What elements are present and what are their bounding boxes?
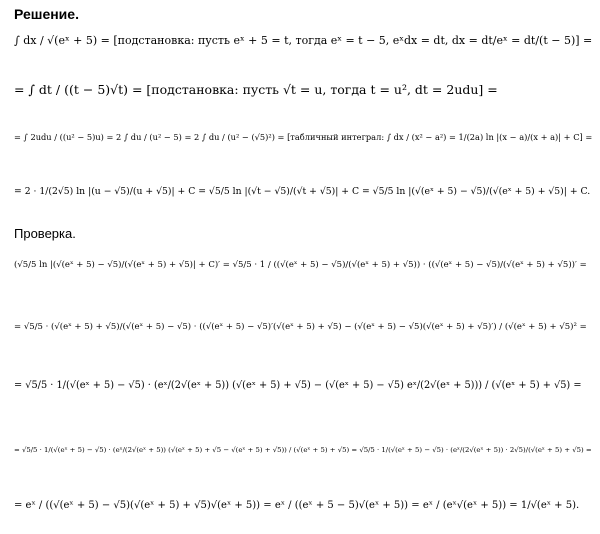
check-line-text: = √5/5 · (√(eˣ + 5) + √5)/(√(eˣ + 5) − √5) · ((√(eˣ + 5) − √5)′(√(eˣ + 5) + √5) − (√(eˣ + 5) − √5)(√(eˣ + 5) + √5)′) / (√(eˣ + 5) + √5)² =: [14, 322, 587, 332]
solution-line-4: [14, 186, 590, 197]
solution-line-text: ∫ dx / √(eˣ + 5) = [подстановка: пусть eˣ + 5 = t, тогда eˣ = t − 5, eˣdx = dt, dx = dt/eˣ = dt/(t − 5)] =: [14, 34, 593, 47]
solution-line-text: = ∫ dt / ((t − 5)√t) = [подстановка: пусть √t = u, тогда t = u², dt = 2udu] =: [14, 82, 498, 97]
check-line-text: (√5/5 ln |(√(eˣ + 5) − √5)/(√(eˣ + 5) + √5)| + C)′ = √5/5 · 1 / ((√(eˣ + 5) − √5)/(√(eˣ + 5) + √5)) · ((√(eˣ + 5) − √5)/(√(eˣ + 5) + √5))′ =: [14, 260, 587, 270]
solution-heading: Решение.: [14, 6, 79, 22]
check-line-text: = √5/5 · 1/(√(eˣ + 5) − √5) · (eˣ/(2√(eˣ + 5)) (√(eˣ + 5) + √5) − (√(eˣ + 5) − √5) eˣ/(2√(eˣ + 5))) / (√(eˣ + 5) + √5) =: [14, 380, 582, 391]
check-line-text: = √5/5 · 1/(√(eˣ + 5) − √5) · (eˣ/(2√(eˣ + 5)) (√(eˣ + 5) + √5 − √(eˣ + 5) + √5)) / (√(eˣ + 5) + √5) = √5/5 · 1/(√(eˣ + 5) − √5) · (eˣ/(2√(eˣ + 5)) · 2√5)/(√(eˣ + 5) + √5) =: [14, 446, 592, 454]
check-line-2: [14, 322, 587, 332]
solution-line-text: = ∫ 2udu / ((u² − 5)u) = 2 ∫ du / (u² − 5) = 2 ∫ du / (u² − (√5)²) = [табличный интеграл: ∫ dx / (x² − a²) = 1/(2a) ln |(x − a)/(x + a)| + C] =: [14, 132, 593, 142]
check-heading: Проверка.: [14, 226, 76, 241]
check-line-4: [14, 446, 592, 454]
check-line-text: = eˣ / ((√(eˣ + 5) − √5)(√(eˣ + 5) + √5)√(eˣ + 5)) = eˣ / ((eˣ + 5 − 5)√(eˣ + 5)) = eˣ / (eˣ√(eˣ + 5)) = 1/√(eˣ + 5).: [14, 500, 580, 511]
solution-line-3: [14, 132, 592, 142]
check-line-1: [14, 260, 587, 270]
check-line-5: [14, 500, 579, 511]
solution-line-2: [14, 82, 498, 97]
solution-line-1: [14, 34, 592, 47]
check-line-3: [14, 380, 582, 391]
solution-line-text: = 2 · 1/(2√5) ln |(u − √5)/(u + √5)| + C = √5/5 ln |(√t − √5)/(√t + √5)| + C = √5/5 ln |(√(eˣ + 5) − √5)/(√(eˣ + 5) + √5)| + C.: [14, 186, 591, 197]
